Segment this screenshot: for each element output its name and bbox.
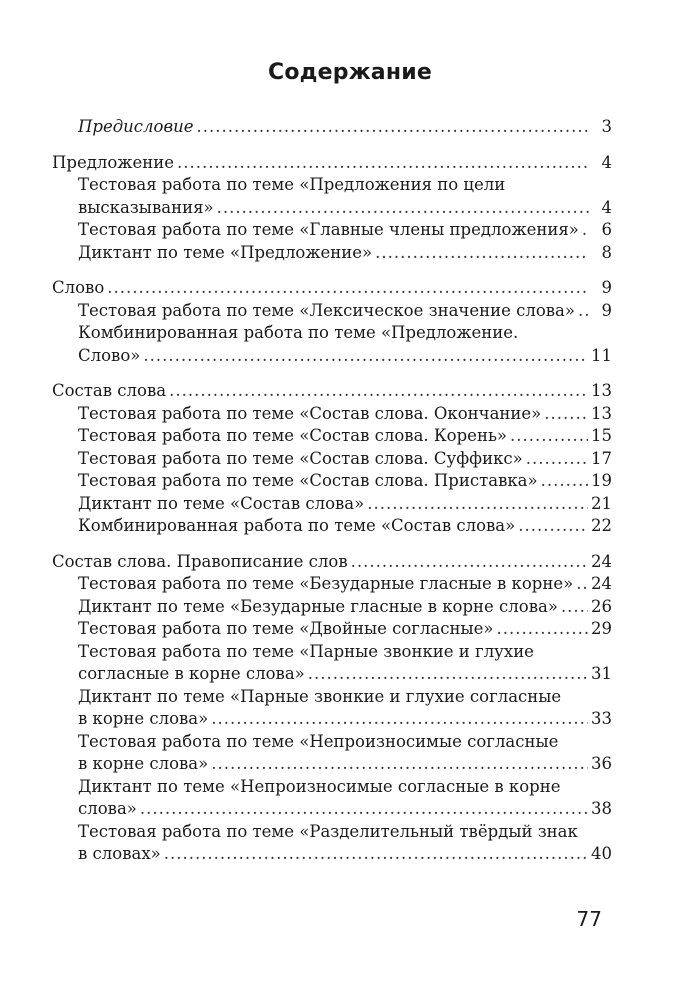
- toc-subentry: [52, 515, 612, 538]
- toc-subentry: [52, 300, 612, 323]
- toc-entry-label: Состав слова. Правописание слов: [52, 551, 348, 571]
- toc-subentry: [52, 573, 612, 596]
- section-gap: [52, 264, 612, 277]
- dot-leader: [367, 493, 588, 516]
- toc-subentry: [52, 493, 612, 516]
- toc-subentry: [52, 708, 612, 731]
- toc-page-number: 3: [601, 117, 612, 136]
- toc-page-number: 36: [591, 754, 612, 773]
- toc-subentry: [52, 116, 612, 139]
- toc-entry-label: в корне слова»: [78, 709, 209, 728]
- dot-leader: [561, 596, 588, 619]
- toc-subentry: [52, 731, 612, 754]
- toc-entry: [52, 380, 612, 403]
- dot-leader: [582, 219, 589, 242]
- dot-leader: [140, 798, 588, 821]
- toc-entry-label: Тестовая работа по теме «Состав слова. Суффикс»: [78, 448, 523, 468]
- toc-entry-label: в корне слова»: [78, 754, 209, 773]
- section-gap: [52, 367, 612, 380]
- toc-page-number: 40: [591, 844, 612, 863]
- toc-entry-label: Слово: [52, 278, 105, 297]
- toc-subentry: [52, 641, 612, 664]
- dot-leader: [541, 470, 588, 493]
- toc-entry-label: Тестовая работа по теме «Разделительный твёрдый знак: [78, 821, 578, 841]
- toc-entry-label: Тестовая работа по теме «Состав слова. Окончание»: [78, 403, 542, 423]
- dot-leader: [308, 663, 588, 686]
- toc-page-number: 33: [591, 709, 612, 728]
- toc-page-number: 15: [591, 426, 612, 445]
- toc-subentry: [52, 219, 612, 242]
- toc-entry-label: Слово»: [78, 345, 141, 365]
- toc-page-number: 19: [591, 471, 612, 490]
- dot-leader: [526, 448, 588, 471]
- dot-leader: [107, 277, 589, 300]
- dot-leader: [518, 515, 588, 538]
- toc-subentry: [52, 663, 612, 686]
- toc-subentry: [52, 798, 612, 821]
- toc-subentry: [52, 322, 612, 345]
- dot-leader: [211, 708, 588, 731]
- dot-leader: [143, 345, 588, 368]
- toc-entry-label: Диктант по теме «Состав слова»: [78, 493, 365, 513]
- toc-subentry: [52, 821, 612, 844]
- toc-entry-label: Диктант по теме «Предложение»: [78, 242, 373, 262]
- dot-leader: [375, 242, 589, 265]
- toc-subentry: [52, 776, 612, 799]
- toc-entry-label: Диктант по теме «Непроизносимые согласные в корне: [78, 776, 561, 796]
- toc-page-number: 9: [601, 278, 612, 297]
- toc-entry-label: Диктант по теме «Безударные гласные в корне слова»: [78, 596, 558, 616]
- dot-leader: [196, 116, 589, 139]
- toc-subentry: [52, 753, 612, 776]
- toc-entry-label: Тестовая работа по теме «Состав слова. Корень»: [78, 426, 508, 445]
- toc-subentry: [52, 448, 612, 471]
- toc-page-number: 9: [601, 300, 612, 320]
- dot-leader: [169, 380, 588, 403]
- toc-entry-label: согласные в корне слова»: [78, 664, 305, 683]
- toc-page-number: 11: [591, 345, 612, 365]
- toc-entry-label: Тестовая работа по теме «Двойные согласные»: [78, 619, 494, 638]
- dot-leader: [576, 573, 588, 596]
- toc-page-number: 38: [591, 799, 612, 818]
- toc-entry-label: Комбинированная работа по теме «Состав слова»: [78, 516, 516, 535]
- dot-leader: [217, 197, 589, 220]
- toc-subentry: [52, 403, 612, 426]
- toc-page-number: 24: [591, 574, 612, 593]
- toc-subentry: [52, 197, 612, 220]
- toc-subentry: [52, 470, 612, 493]
- toc-entry-label: слова»: [78, 799, 137, 818]
- toc-subentry: [52, 596, 612, 619]
- dot-leader: [164, 843, 588, 866]
- toc-page-number: 17: [591, 448, 612, 468]
- dot-leader: [351, 551, 588, 574]
- toc-page-number: 24: [591, 551, 612, 571]
- toc-entry-label: Тестовая работа по теме «Предложения по цели: [78, 175, 506, 194]
- toc-entry: [52, 551, 612, 574]
- toc-entry: [52, 152, 612, 175]
- dot-leader: [544, 403, 588, 426]
- toc-subentry: [52, 242, 612, 265]
- toc-entry-label: высказывания»: [78, 197, 214, 217]
- toc-entry-label: Состав слова: [52, 381, 167, 400]
- toc-entry-label: Предисловие: [78, 117, 194, 136]
- toc-subentry: [52, 843, 612, 866]
- toc-page-number: 22: [591, 516, 612, 535]
- toc-subentry: [52, 686, 612, 709]
- toc-page-number: 8: [601, 242, 612, 262]
- toc-page-number: 29: [591, 619, 612, 638]
- toc-page-number: 21: [591, 493, 612, 513]
- toc-entry-label: Тестовая работа по теме «Лексическое значение слова»: [78, 300, 575, 320]
- toc-subentry: [52, 425, 612, 448]
- toc-entry-label: Тестовая работа по теме «Безударные гласные в корне»: [78, 574, 574, 593]
- toc-entry-label: в словах»: [78, 844, 161, 863]
- toc-page-number: 13: [591, 381, 612, 400]
- dot-leader: [510, 425, 588, 448]
- toc-entry-label: Тестовая работа по теме «Главные члены предложения»: [78, 220, 579, 239]
- toc-entry-label: Предложение: [52, 152, 174, 172]
- toc-subentry: [52, 345, 612, 368]
- section-gap: [52, 139, 612, 152]
- dot-leader: [177, 152, 589, 175]
- page-title: Содержание: [268, 60, 432, 85]
- section-gap: [52, 538, 612, 551]
- toc-page-number: 6: [601, 220, 612, 239]
- toc-page-number: 13: [591, 403, 612, 423]
- toc-page-number: 26: [591, 596, 612, 616]
- toc-subentry: [52, 618, 612, 641]
- toc-entry-label: Тестовая работа по теме «Непроизносимые согласные: [78, 731, 559, 751]
- toc-entry: [52, 277, 612, 300]
- toc-page-number: 4: [601, 197, 612, 217]
- toc-page-number: 31: [591, 664, 612, 683]
- toc-entry-label: Тестовая работа по теме «Парные звонкие и глухие: [78, 641, 534, 661]
- table-of-contents: [52, 116, 612, 866]
- toc-entry-label: Диктант по теме «Парные звонкие и глухие согласные: [78, 686, 562, 706]
- dot-leader: [578, 300, 589, 323]
- toc-page-number: 4: [601, 152, 612, 172]
- dot-leader: [496, 618, 588, 641]
- toc-entry-label: Комбинированная работа по теме «Предложение.: [78, 323, 519, 342]
- toc-subentry: [52, 174, 612, 197]
- dot-leader: [211, 753, 588, 776]
- page-number: 77: [576, 907, 602, 931]
- toc-entry-label: Тестовая работа по теме «Состав слова. Приставка»: [78, 471, 538, 490]
